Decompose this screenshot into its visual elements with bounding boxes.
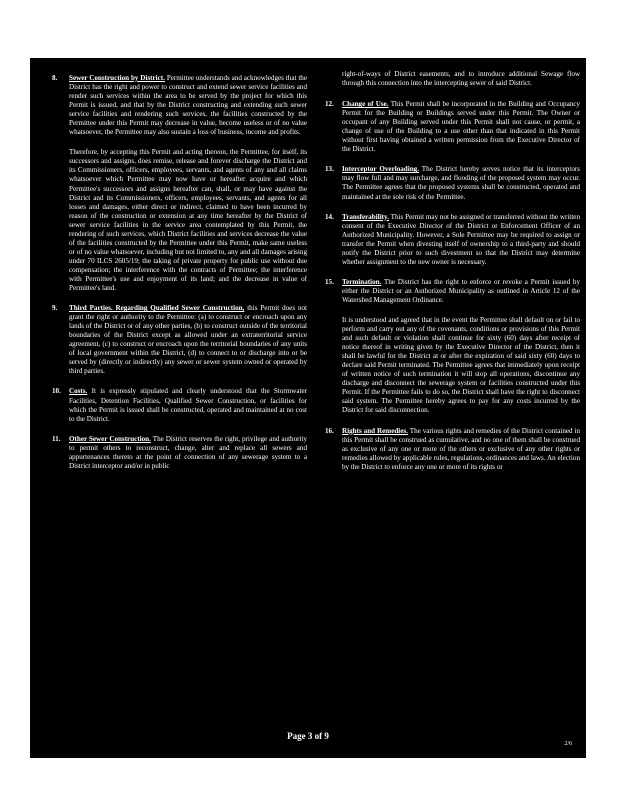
section-10 xyxy=(52,387,307,423)
section-number: 14. xyxy=(325,212,334,221)
section-text: The various rights and remedies of the District contained in this Permit shall be construed as cumulative, and no one of them shall be construed as exclusive of any one or more of the others or exclusive of any other rights or remedies allowed by applicable rules, regulations, ordinances and laws. An election by the District to enforce any one or more of its rights or xyxy=(342,426,581,471)
section-16 xyxy=(325,427,580,472)
section-body xyxy=(342,213,580,267)
section-number: 12. xyxy=(325,100,334,109)
section-heading: Termination. xyxy=(342,277,382,286)
section-number: 16. xyxy=(325,426,334,435)
section-body xyxy=(69,435,307,471)
section-8 xyxy=(52,74,307,137)
section-13 xyxy=(325,165,580,201)
section-heading: Sewer Construction by District. xyxy=(69,74,165,82)
section-number: 15. xyxy=(325,277,334,286)
section-body xyxy=(69,304,307,376)
section-body xyxy=(342,165,580,201)
section-body xyxy=(342,100,580,154)
section-11-continuation: right-of-ways of District easements, and to introduce additional Sewage flow through this connection into the intercepting sewer of said District. xyxy=(342,70,580,88)
section-text: This Permit may not be assigned or transferred without the written consent of the Executive Director of the District or Enforcement Officer of an Authorized Municipality. However, a Sole Permittee may be required to assign or transfer the Permit when divesting itself of ownership to a third-party and should notify the District prior to such divestment so that the District may determine whether assignment to the new owner is necessary. xyxy=(342,212,580,266)
section-number: 11. xyxy=(52,434,61,443)
section-number: 13. xyxy=(325,165,334,174)
section-text: The District hereby serves notice that its interceptors may flow full and may surcharge, and flooding of the proposed system may occur. The Permittee agrees that the proposed systems shall be constructed, operated and maintained at the sole risk of the Permittee. xyxy=(342,165,580,201)
section-15-paragraph-2: It is understood and agreed that in the event the Permittee shall default on or fail to perform and carry out any of the covenants, conditions or provisions of this Permit and such default or violation shall continue for sixty (60) days after receipt of notice thereof in writing given by the Executive Director of the District, then it shall be lawful for the District at or after the expiration of said sixty (60) days to declare said Permit terminated. The Permittee agrees that immediately upon receipt of written notice of such termination it will stop all operations, discontinue any discharge and disconnect the sewerage system or facilities constructed under this Permit. If the Permittee fails to do so, the District shall have the right to disconnect said system. The Permittee hereby agrees to pay for any costs incurred by the District for said disconnection. xyxy=(342,315,580,415)
section-text: It is expressly stipulated and clearly understood that the Stormwater Facilities, Detention Facilities, Qualified Sewer Construction, or facilities for which the Permit is issued shall be constructed, operated and maintained at no cost to the District. xyxy=(69,387,307,423)
section-body xyxy=(69,74,307,137)
section-8-paragraph-2: Therefore, by accepting this Permit and acting thereon, the Permittee, for itself, its successors and assigns, does remise, release and forever discharge the District and its Commissioners, officers, employees, servants, and agents of any and all claims whatsoever which Permittee may now have or hereafter acquire and which Permittee's successors and assigns hereafter can, shall, or may have against the District and its Commissioners, officers, employees, servants, and agents for all losses and damages, either direct or indirect, claimed to have been incurred by reason of the construction or extension at any time hereafter by the District of sewer service facilities in the service area contemplated by this Permit, the rendering of such services, which District facilities and services decrease the value of the facilities constructed by the Permittee under this Permit, make same useless or of no value whatsoever, including but not limited to, any and all damages arising under 70 ILCS 2605/19; the taking of private property for public use without due compensation; the interference with the contracts of Permittee; the interference with Permittee's use and enjoyment of its land; and the decrease in value of Permittee's land. xyxy=(69,148,307,293)
section-body xyxy=(342,278,580,305)
right-column xyxy=(325,70,580,483)
left-column xyxy=(52,74,307,482)
section-heading: Costs. xyxy=(69,387,88,396)
section-number: 10. xyxy=(52,387,61,396)
section-heading: Third Parties. Regarding Qualified Sewer Construction, xyxy=(69,304,245,313)
section-heading: Change of Use. xyxy=(342,100,389,109)
section-number: 8. xyxy=(52,74,58,82)
section-heading: Rights and Remedies. xyxy=(342,426,408,435)
section-12 xyxy=(325,100,580,154)
section-text: Permittee understands and acknowledges that the District has the right and power to construct and extend sewer service facilities and render such services within the area to be served by the project for which this Permit is issued, and that by the District constructing and extending such sewer service facilities and rendering such services, the facilities constructed by the Permittee under this Permit may decrease in value, become useless or of no value whatsoever, the Permittee may also sustain a loss of business, income and profits. xyxy=(69,74,307,137)
section-heading: Transferability. xyxy=(342,212,389,221)
section-14 xyxy=(325,213,580,267)
section-text: this Permit does not grant the right or authority to the Permittee: (a) to construct or encroach upon any lands of the District or of any other parties, (b) to construct outside of the territorial boundaries of the District except as allowed under an extraterritorial service agreement, (c) to construct or encroach upon the territorial boundaries of any units of local government within the District, (d) to connect to or discharge into or be served by (directly or indirectly) any sewer or sewer system owned or operated by third parties. xyxy=(69,304,308,376)
section-15 xyxy=(325,278,580,305)
document-page xyxy=(30,58,586,758)
section-text: This Permit shall be incorporated in the Building and Occupancy Permit for the Building or Buildings served under this Permit. The Owner or occupant of any Building served under this Permit shall not cause, or permit, a change of use of the Building to a use other than that indicated in this Permit without first having obtained a written permission from the Executive Director of the District. xyxy=(342,100,580,154)
section-text: The District has the right to enforce or revoke a Permit issued by either the District or an Authorized Municipality as outlined in Article 12 of the Watershed Management Ordinance. xyxy=(342,277,580,304)
section-number: 9. xyxy=(52,304,58,313)
section-body xyxy=(69,387,307,423)
page-mark: 2/6 xyxy=(564,741,572,747)
section-heading: Interceptor Overloading. xyxy=(342,165,419,174)
section-11 xyxy=(52,435,307,471)
section-heading: Other Sewer Construction. xyxy=(69,434,151,443)
section-body xyxy=(342,427,580,472)
section-9 xyxy=(52,304,307,376)
page-number: Page 3 of 9 xyxy=(287,731,329,741)
section-text: The District reserves the right, privilege and authority to permit others to reconstruct, change, alter and replace all sewers and appurtenances thereto at the point of connection of any sewerage system to a District interceptor and/or in public xyxy=(69,434,307,470)
